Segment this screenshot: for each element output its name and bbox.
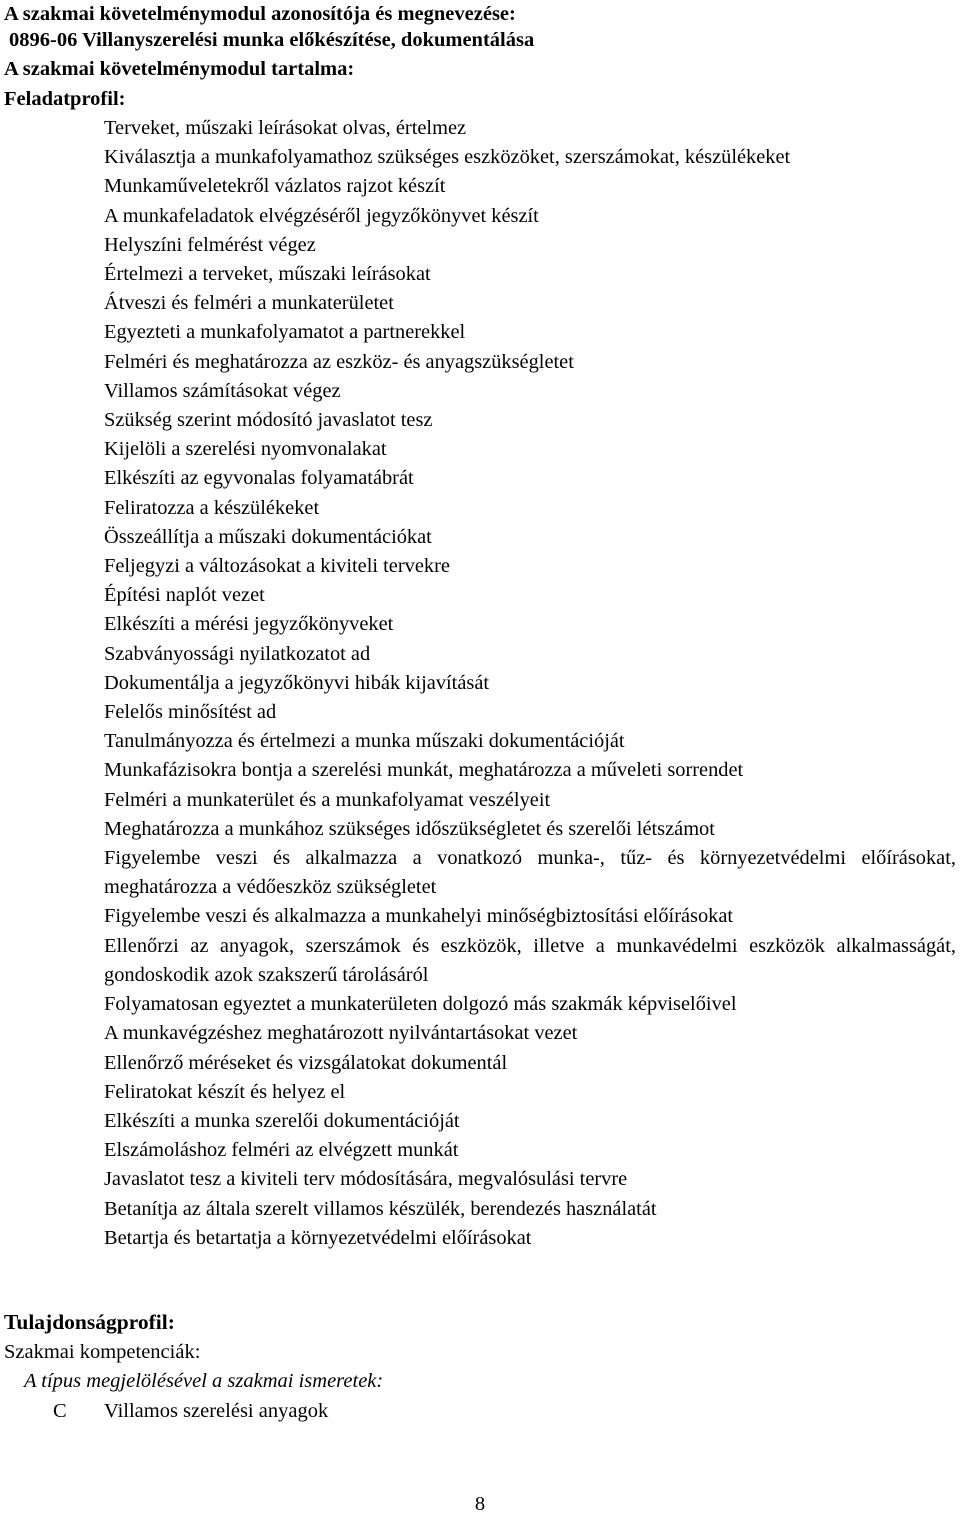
module-id-heading: A szakmai követelménymodul azonosítója és megnevezése: xyxy=(4,3,516,25)
task-item: Feliratozza a készülékeket xyxy=(104,496,320,519)
task-item: Javaslatot tesz a kiviteli terv módosítására, megvalósulási tervre xyxy=(104,1168,628,1191)
module-content-heading: A szakmai követelménymodul tartalma: xyxy=(4,58,355,80)
task-item: Egyezteti a munkafolyamatot a partnerekkel xyxy=(104,321,466,344)
task-item: Munkaműveletekről vázlatos rajzot készít xyxy=(104,175,446,198)
task-item: Tanulmányozza és értelmezi a munka műszaki dokumentációját xyxy=(104,730,625,753)
page-number: 8 xyxy=(474,1493,486,1515)
task-profile-heading: Feladatprofil: xyxy=(4,88,126,110)
module-code-name: 0896-06 Villanyszerelési munka előkészítése, dokumentálása xyxy=(9,29,535,51)
competency-level: C xyxy=(53,1400,67,1422)
task-item: Elszámoláshoz felméri az elvégzett munkát xyxy=(104,1139,459,1162)
task-item: Felméri a munkaterület és a munkafolyamat veszélyeit xyxy=(104,788,551,811)
task-item: Felméri és meghatározza az eszköz- és anyagszükségletet xyxy=(104,350,574,373)
task-item: Feliratokat készít és helyez el xyxy=(104,1080,346,1103)
task-item: Feljegyzi a változásokat a kiviteli tervekre xyxy=(104,555,450,578)
task-item: Szükség szerint módosító javaslatot tesz xyxy=(104,409,433,432)
task-item: Értelmezi a terveket, műszaki leírásokat xyxy=(104,263,431,286)
task-item: Folyamatosan egyeztet a munkaterületen dolgozó más szakmák képviselőivel xyxy=(104,993,737,1016)
task-item: Villamos számításokat végez xyxy=(104,379,341,402)
task-item: Szabványossági nyilatkozatot ad xyxy=(104,642,371,665)
task-item: Figyelembe veszi és alkalmazza a munkahelyi minőségbiztosítási előírásokat xyxy=(104,905,734,928)
task-item: Betartja és betartatja a környezetvédelmi előírásokat xyxy=(104,1226,532,1249)
task-item: Munkafázisokra bontja a szerelési munkát, meghatározza a műveleti sorrendet xyxy=(104,759,744,782)
task-item: A munkafeladatok elvégzéséről jegyzőkönyvet készít xyxy=(104,204,539,227)
task-item: Betanítja az általa szerelt villamos készülék, berendezés használatát xyxy=(104,1197,657,1220)
task-item: Terveket, műszaki leírásokat olvas, értelmez xyxy=(104,117,467,139)
task-list xyxy=(104,114,956,1253)
task-item: Építési naplót vezet xyxy=(104,584,265,607)
task-item: Elkészíti az egyvonalas folyamatábrát xyxy=(104,467,414,490)
professional-competencies-label: Szakmai kompetenciák: xyxy=(4,1341,201,1363)
task-item: Átveszi és felméri a munkaterületet xyxy=(104,292,394,315)
task-item: Dokumentálja a jegyzőkönyvi hibák kijavítását xyxy=(104,671,490,694)
property-profile-heading: Tulajdonságprofil: xyxy=(4,1310,175,1334)
task-item: Felelős minősítést ad xyxy=(104,701,277,724)
task-item: A munkavégzéshez meghatározott nyilvántartásokat vezet xyxy=(104,1022,578,1045)
task-item: Ellenőrzi az anyagok, szerszámok és eszközök, illetve a munkavédelmi eszközök alkalmasságát, gondoskodik azok szakszerű tárolásáról xyxy=(104,934,956,986)
task-item: Kijelöli a szerelési nyomvonalakat xyxy=(104,438,387,461)
task-item: Összeállítja a műszaki dokumentációkat xyxy=(104,525,432,548)
task-item: Figyelembe veszi és alkalmazza a vonatkozó munka-, tűz- és környezetvédelmi előírásokat, meghatározza a védőeszköz szükségletet xyxy=(104,847,956,899)
task-item: Ellenőrző méréseket és vizsgálatokat dokumentál xyxy=(104,1051,508,1074)
type-note: A típus megjelölésével a szakmai ismeretek: xyxy=(24,1370,384,1392)
task-item: Kiválasztja a munkafolyamathoz szükséges eszközöket, szerszámokat, készülékeket xyxy=(104,146,791,169)
competency-item: Villamos szerelési anyagok xyxy=(104,1400,329,1422)
task-item: Helyszíni felmérést végez xyxy=(104,233,316,256)
task-item: Elkészíti a munka szerelői dokumentációját xyxy=(104,1109,460,1132)
task-item: Elkészíti a mérési jegyzőkönyveket xyxy=(104,613,394,636)
task-item: Meghatározza a munkához szükséges időszükségletet és szerelői létszámot xyxy=(104,817,715,840)
